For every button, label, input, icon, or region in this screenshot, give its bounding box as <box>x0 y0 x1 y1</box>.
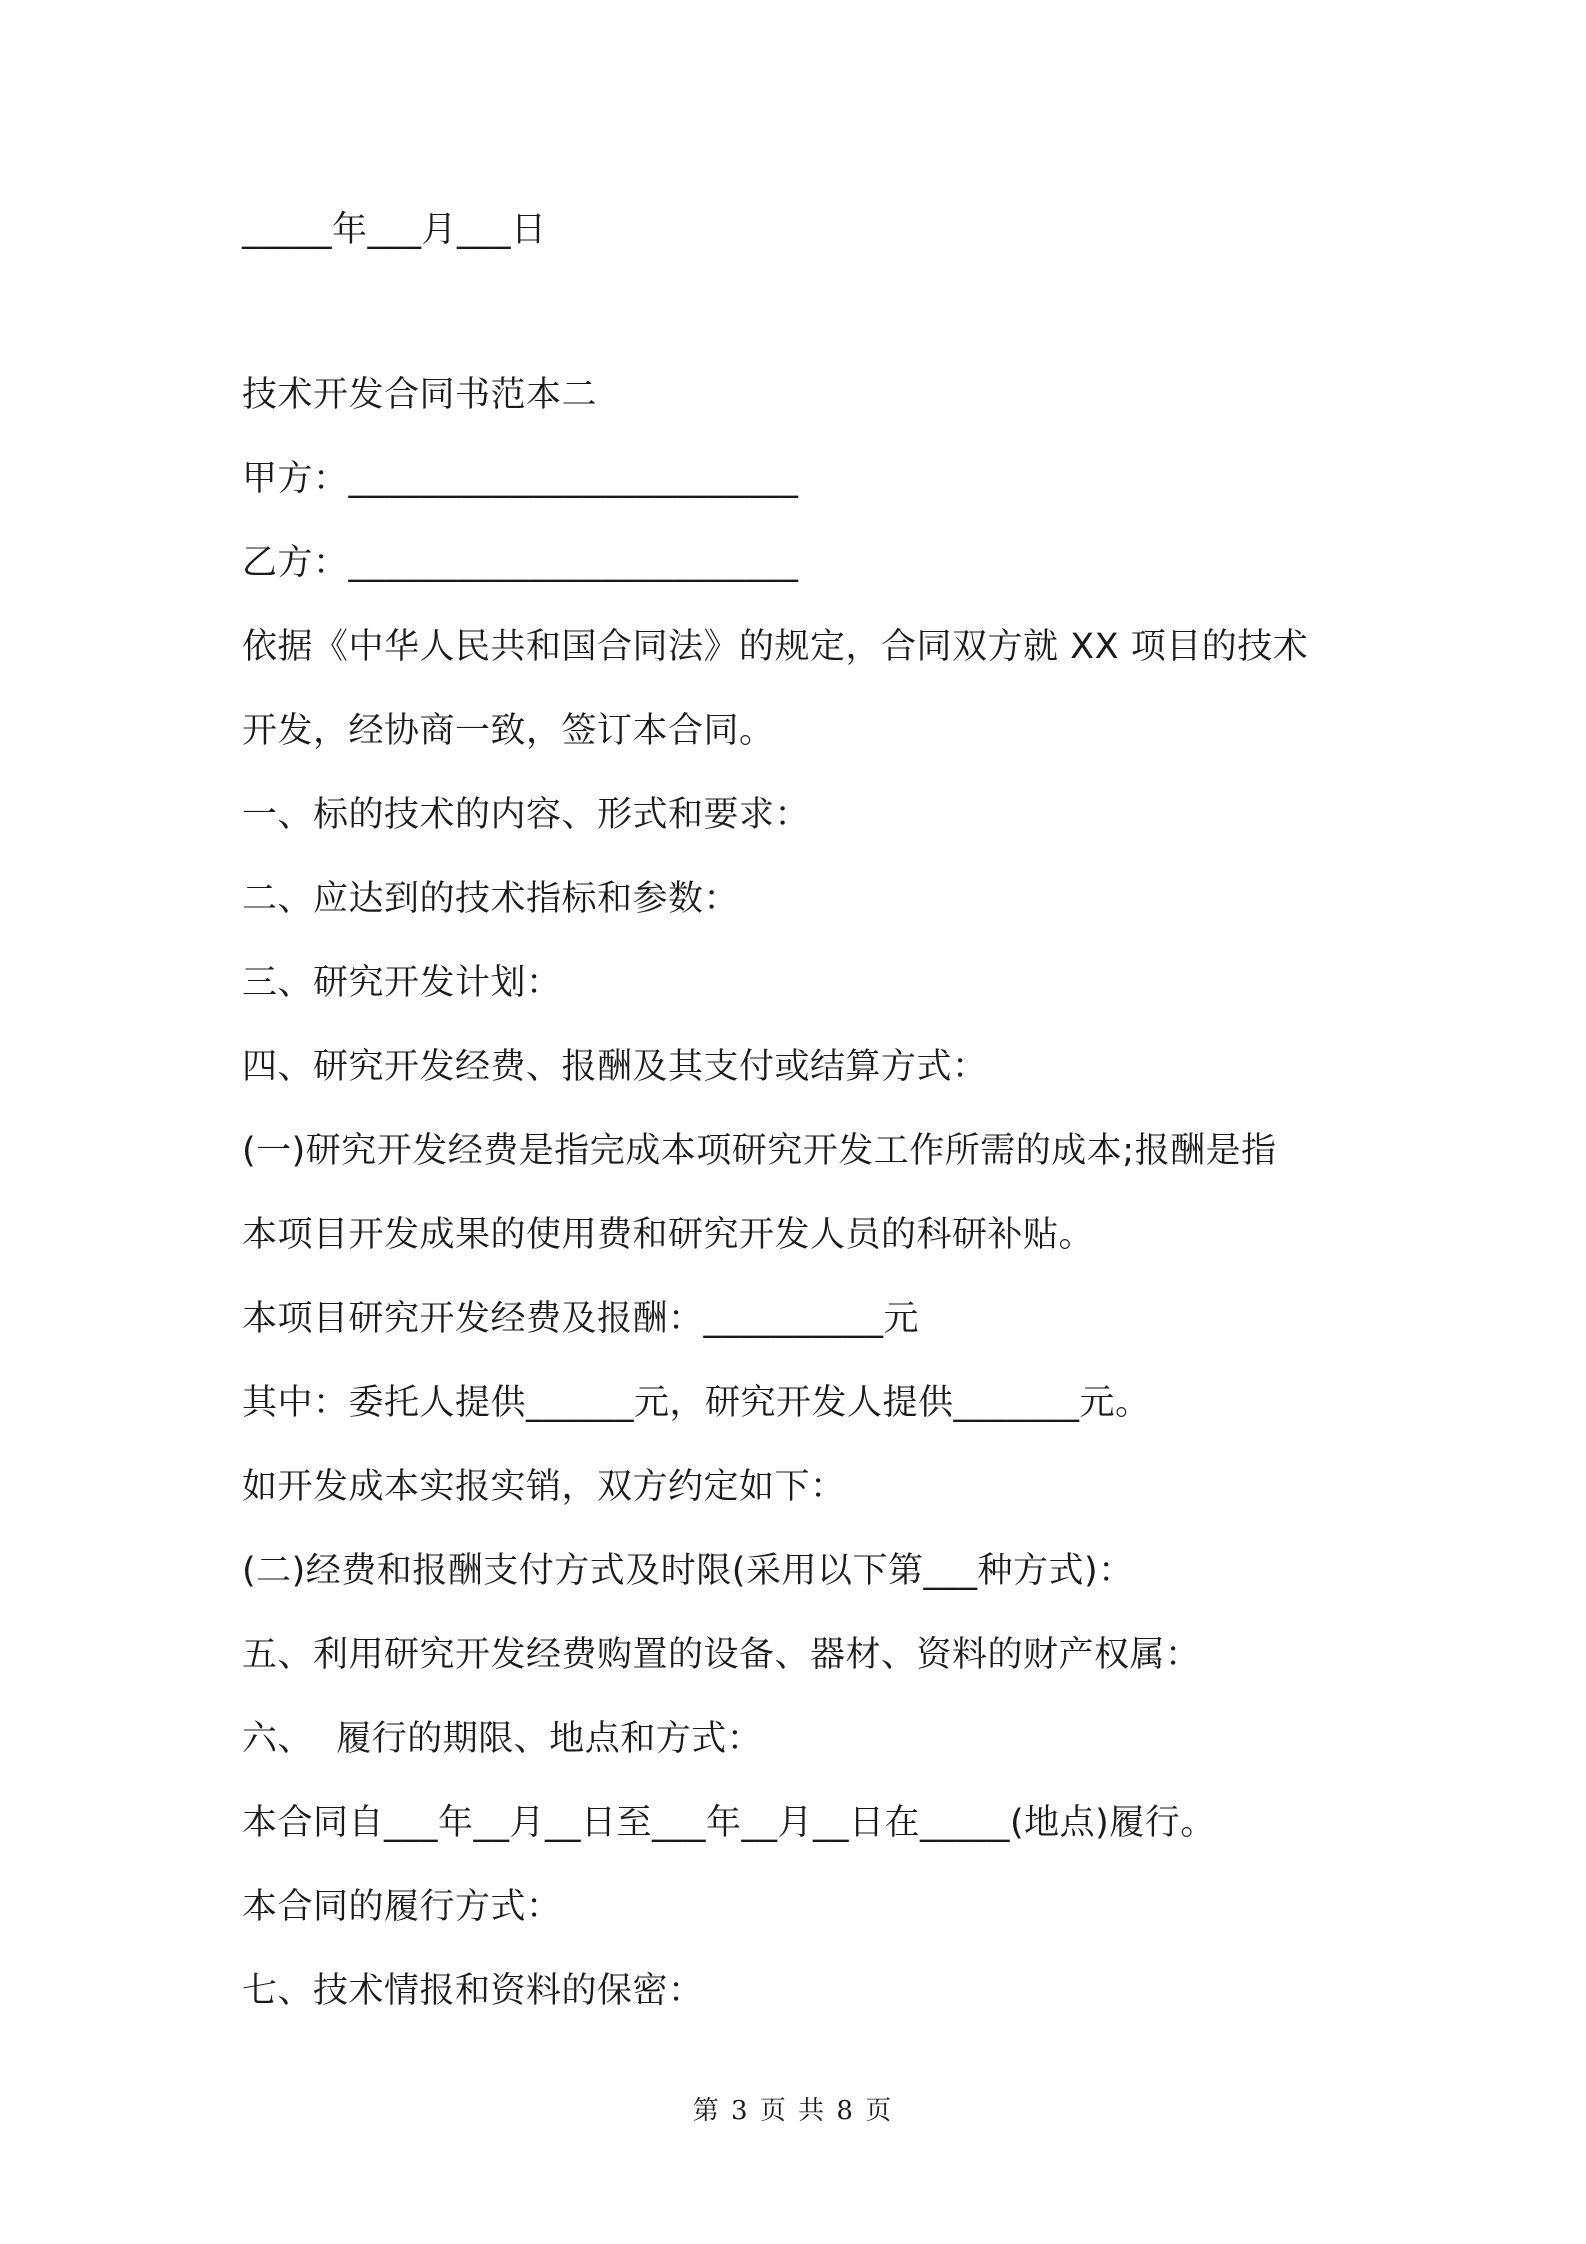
party-b-line: 乙方：_________________________ <box>242 543 799 583</box>
clause-4-1-line-2: 本项目开发成果的使用费和研究开发人员的科研补贴。 <box>242 1215 1095 1255</box>
clause-4-2-line: (二)经费和报酬支付方式及时限(采用以下第___种方式)： <box>242 1551 1134 1591</box>
clause-3-heading: 三、研究开发计划： <box>242 963 562 1003</box>
performance-period-line: 本合同自___年__月__日至___年__月__日在_____(地点)履行。 <box>242 1803 1216 1843</box>
clause-1-heading: 一、标的技术的内容、形式和要求： <box>242 795 811 835</box>
funding-amount-line: 本项目研究开发经费及报酬：__________元 <box>242 1299 920 1339</box>
clause-4-heading: 四、研究开发经费、报酬及其支付或结算方式： <box>242 1047 988 1087</box>
clause-6-heading: 六、 履行的期限、地点和方式： <box>242 1719 763 1759</box>
preamble-line-1: 依据《中华人民共和国合同法》的规定，合同双方就 XX 项目的技术 <box>242 627 1309 667</box>
funding-split-line: 其中：委托人提供______元，研究开发人提供_______元。 <box>242 1383 1151 1423</box>
performance-method-line: 本合同的履行方式： <box>242 1887 562 1927</box>
clause-2-heading: 二、应达到的技术指标和参数： <box>242 879 740 919</box>
preamble-line-2: 开发，经协商一致，签订本合同。 <box>242 711 775 751</box>
clause-7-heading: 七、技术情报和资料的保密： <box>242 1971 704 2011</box>
clause-4-1-line-1: (一)研究开发经费是指完成本项研究开发工作所需的成本;报酬是指 <box>242 1131 1277 1171</box>
party-a-line: 甲方：_________________________ <box>242 459 799 499</box>
cost-agreement-line: 如开发成本实报实销，双方约定如下： <box>242 1467 846 1507</box>
clause-5-heading: 五、利用研究开发经费购置的设备、器材、资料的财产权属： <box>242 1635 1201 1675</box>
date-line: _____年___月___日 <box>242 210 547 250</box>
contract-title: 技术开发合同书范本二 <box>242 375 598 415</box>
page-number-footer: 第 3 页 共 8 页 <box>692 2096 894 2126</box>
